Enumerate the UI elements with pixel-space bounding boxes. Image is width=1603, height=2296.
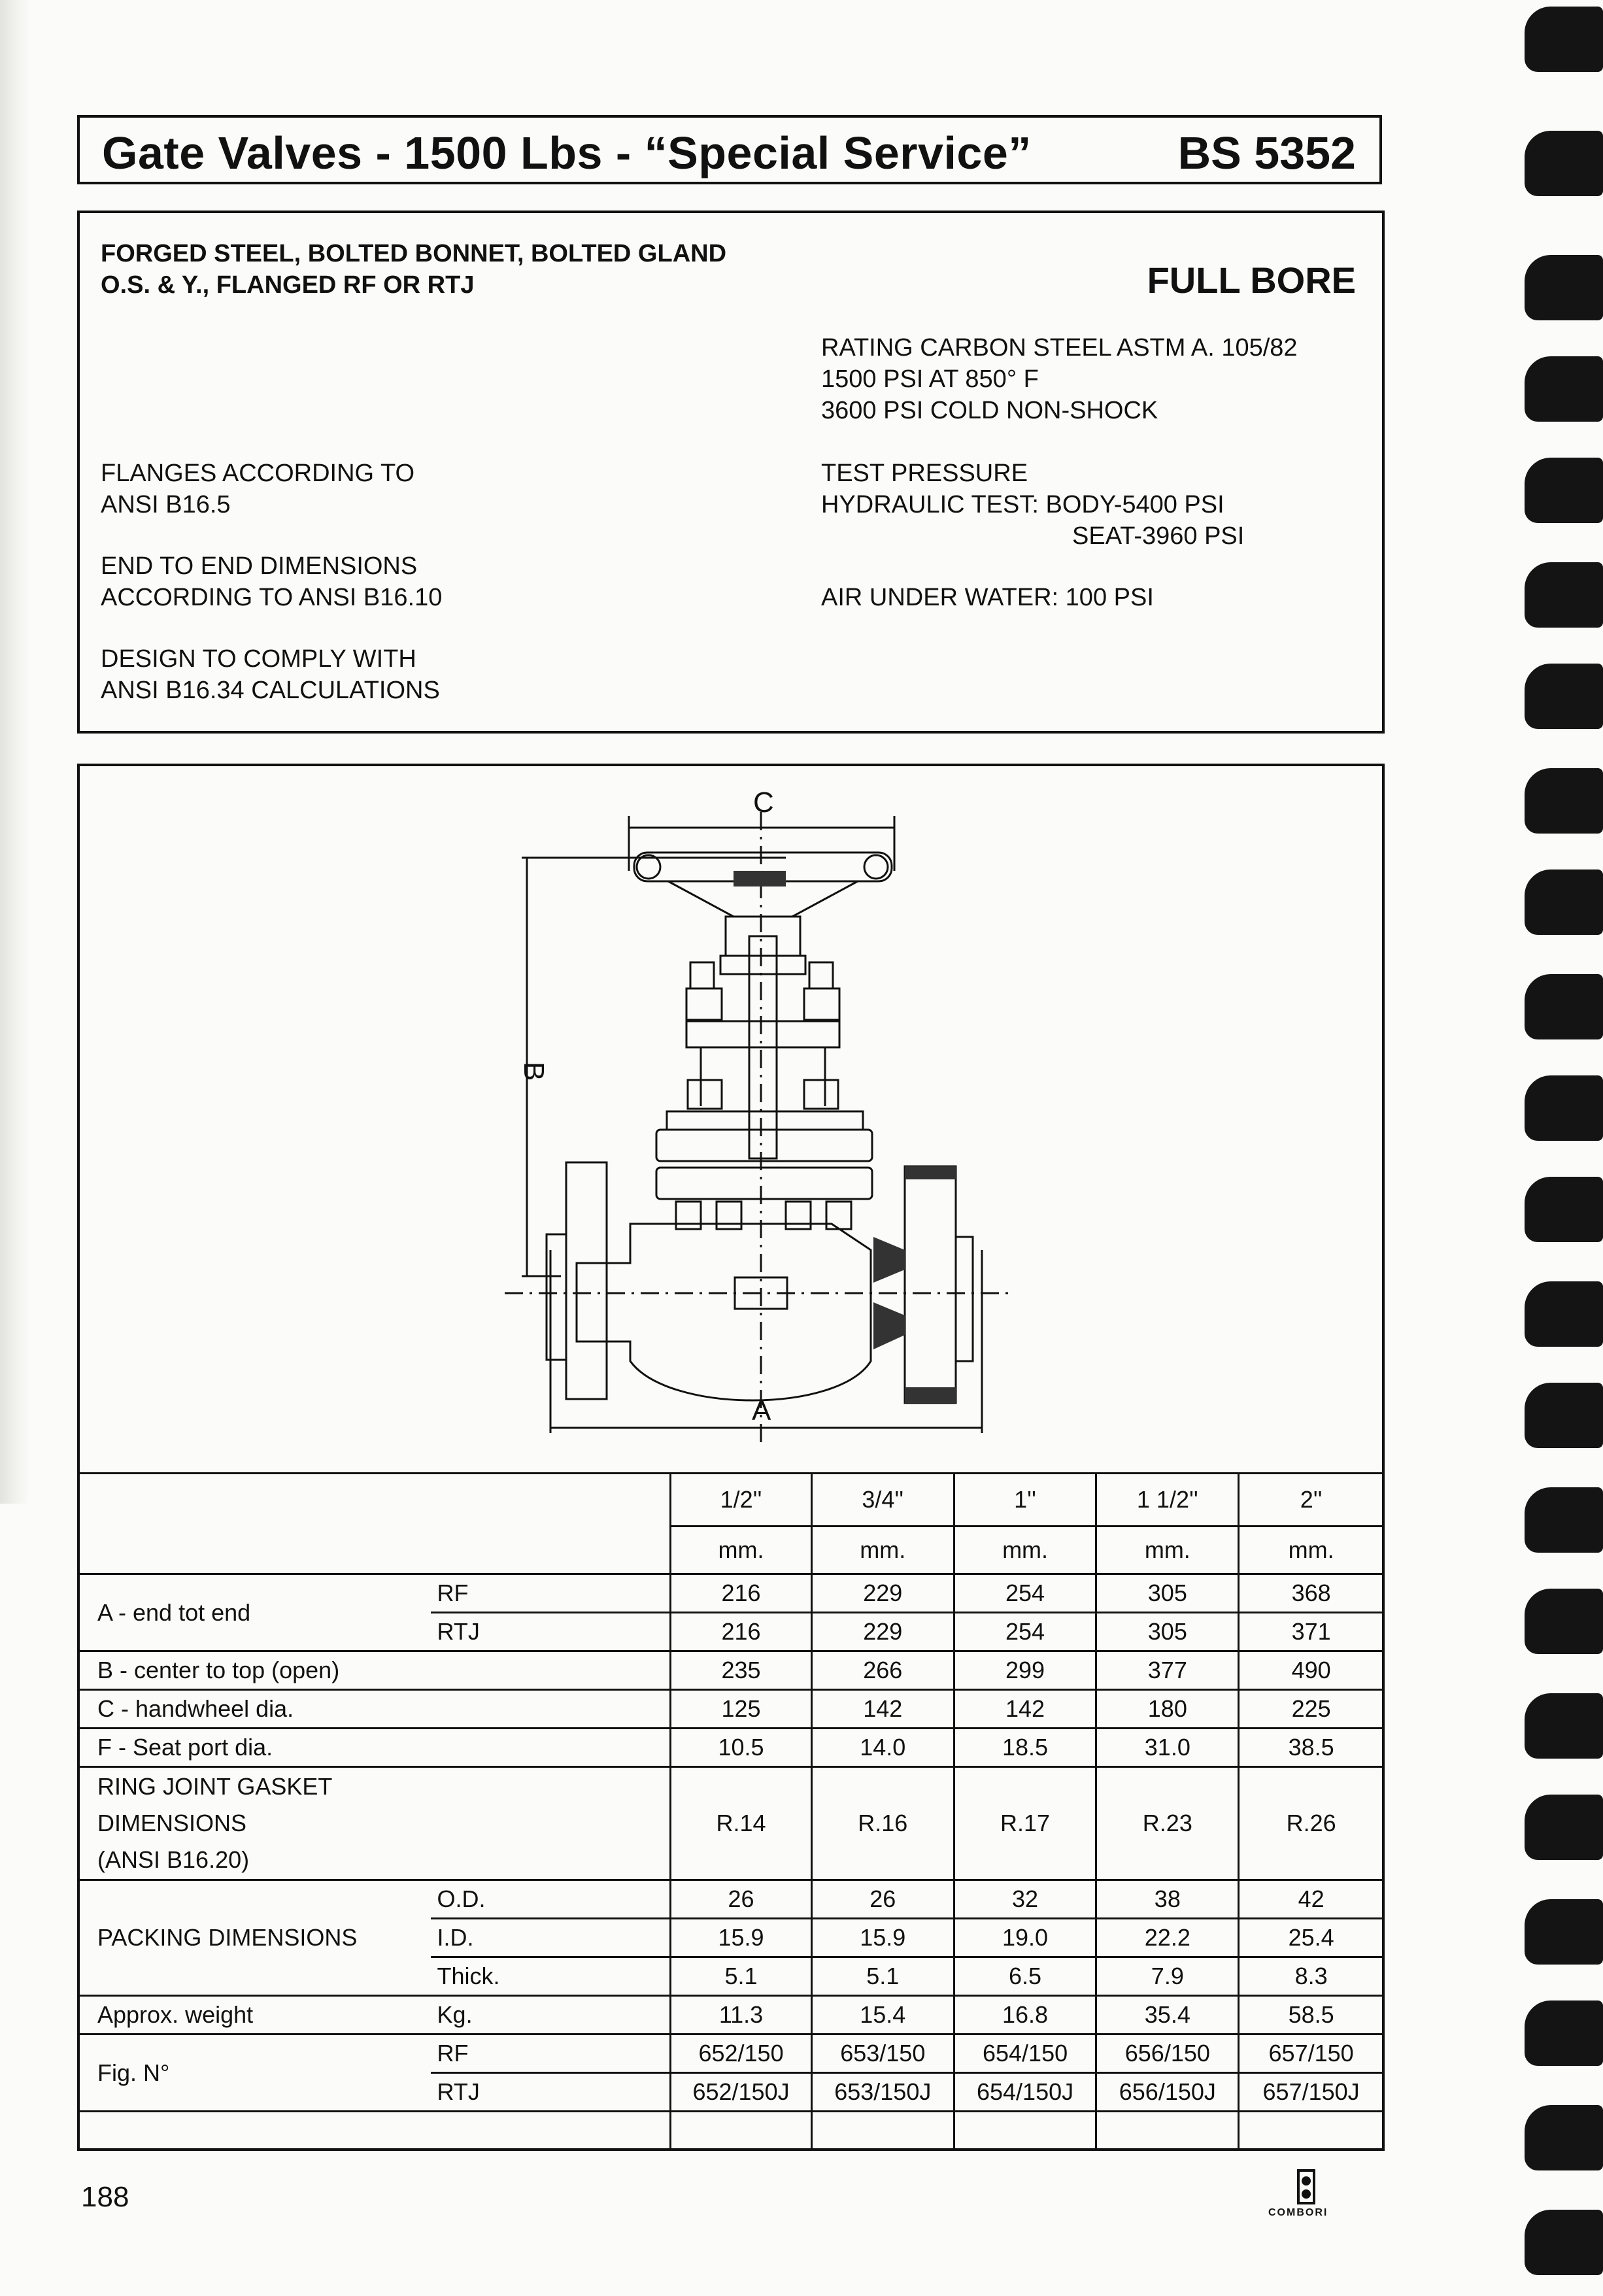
- table-row: RTJ 652/150J 653/150J 654/150J 656/150J 657/150J: [78, 2073, 1384, 2112]
- table-row: mm. mm. mm. mm. mm.: [78, 1527, 1384, 1574]
- table-row: Fig. N° RF 652/150 653/150 654/150 656/150 657/150: [78, 2034, 1384, 2073]
- table-row: Approx. weight Kg. 11.3 15.4 16.8 35.4 58.5: [78, 1996, 1384, 2034]
- table-row: I.D. 15.9 15.9 19.0 22.2 25.4: [78, 1919, 1384, 1957]
- company-logo: [1267, 2169, 1345, 2208]
- spiral-binding: [1505, 0, 1603, 2296]
- gate-valve-drawing: [80, 766, 1382, 1472]
- table-row: RTJ 216 229 254 305 371: [78, 1613, 1384, 1651]
- page-title: Gate Valves - 1500 Lbs - “Special Service”: [102, 127, 1032, 178]
- table-row: B - center to top (open) 235 266 299 377 490: [78, 1651, 1384, 1690]
- company-name: COMBORI: [1268, 2207, 1328, 2218]
- dimensions-table: [77, 1472, 1385, 2151]
- table-row: RING JOINT GASKET DIMENSIONS (ANSI B16.20) R.14 R.16 R.17 R.23 R.26: [78, 1767, 1384, 1880]
- title-box: [77, 115, 1382, 184]
- page-number: 188: [81, 2181, 129, 2213]
- table-row: PACKING DIMENSIONS O.D. 26 26 32 38 42: [78, 1880, 1384, 1919]
- test-pressure-text: TEST PRESSURE HYDRAULIC TEST: BODY-5400 PSI SEAT-3960 PSI: [821, 460, 1245, 550]
- construction-text: FORGED STEEL, BOLTED BONNET, BOLTED GLAND O.S. & Y., FLANGED RF OR RTJ: [101, 240, 727, 299]
- specification-box: [77, 211, 1385, 734]
- dimension-b-label: B: [518, 1062, 550, 1081]
- table-row: 1/2'' 3/4'' 1'' 1 1/2'' 2'': [78, 1474, 1384, 1527]
- table-row: C - handwheel dia. 125 142 142 180 225: [78, 1690, 1384, 1729]
- standard-code: BS 5352: [1177, 127, 1356, 178]
- table-row: [78, 2112, 1384, 2150]
- table-row: A - end tot end RF 216 229 254 305 368: [78, 1574, 1384, 1613]
- end-to-end-text: END TO END DIMENSIONS ACCORDING TO ANSI B16.10: [101, 552, 443, 611]
- flanges-text: FLANGES ACCORDING TO ANSI B16.5: [101, 460, 415, 518]
- scan-left-edge: [0, 0, 30, 1504]
- table-row: Thick. 5.1 5.1 6.5 7.9 8.3: [78, 1957, 1384, 1996]
- rating-text: RATING CARBON STEEL ASTM A. 105/82 1500 PSI AT 850° F 3600 PSI COLD NON-SHOCK: [821, 334, 1298, 424]
- table-row: F - Seat port dia. 10.5 14.0 18.5 31.0 38.5: [78, 1729, 1384, 1767]
- dimension-a-label: A: [752, 1394, 771, 1427]
- air-test-text: AIR UNDER WATER: 100 PSI: [821, 584, 1154, 611]
- dimension-c-label: C: [753, 786, 774, 819]
- full-bore-label: FULL BORE: [1147, 260, 1356, 301]
- design-text: DESIGN TO COMPLY WITH ANSI B16.34 CALCULATIONS: [101, 645, 440, 704]
